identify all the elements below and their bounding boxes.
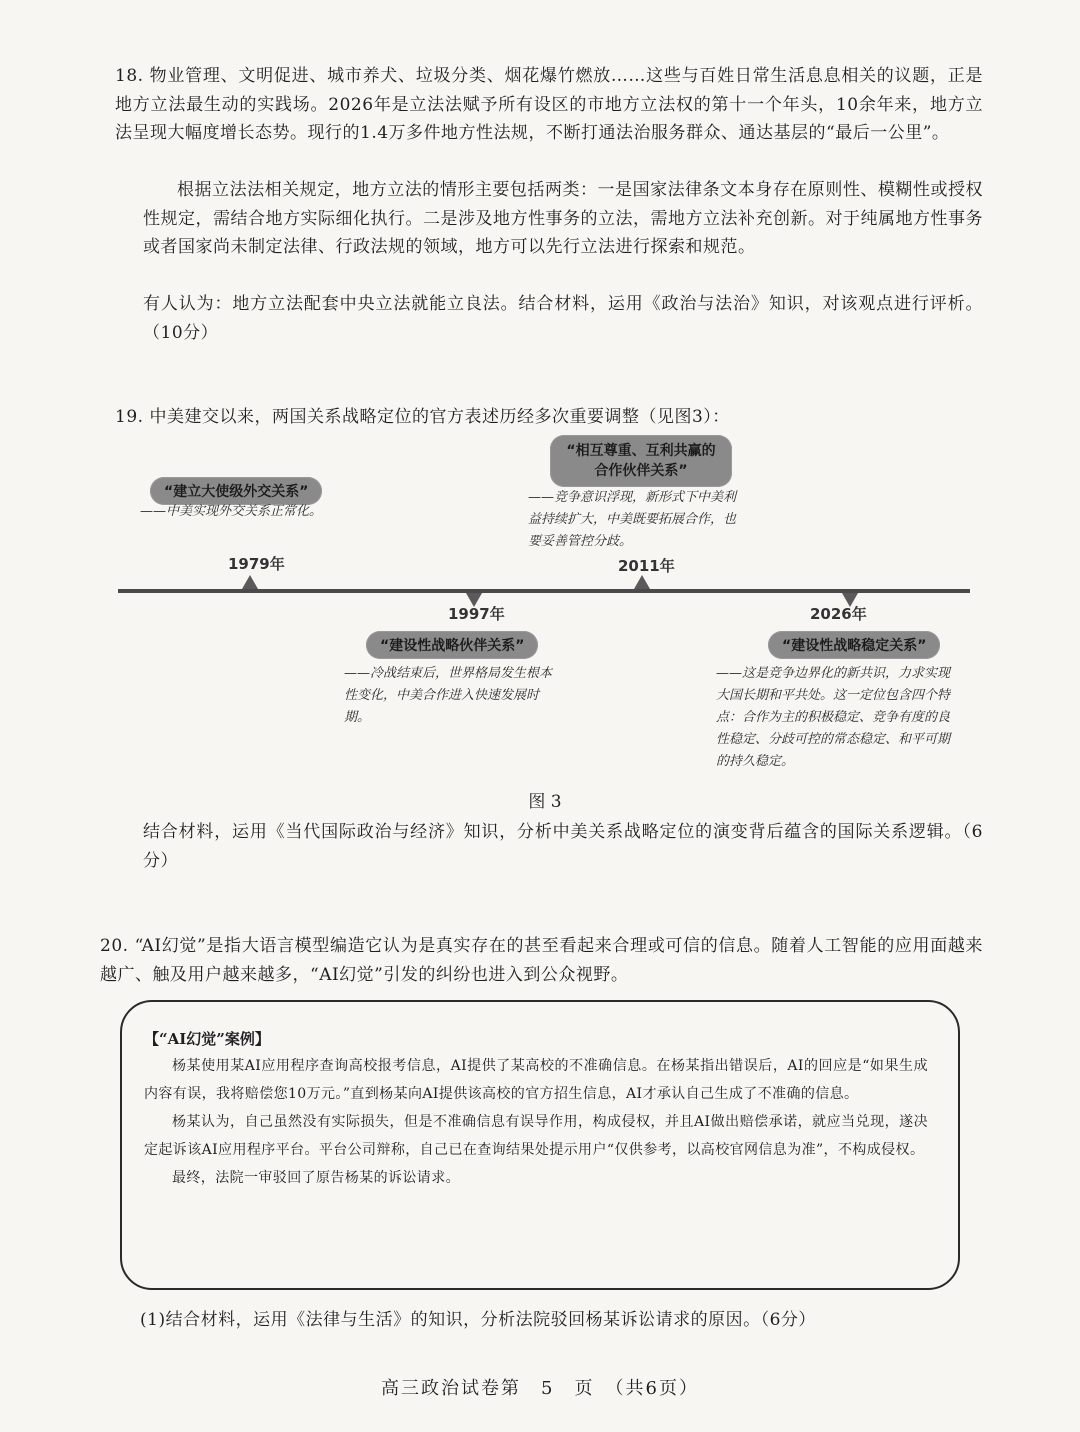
q19-intro: 19. 中美建交以来，两国关系战略定位的官方表述历经多次重要调整（见图3）： <box>115 407 730 427</box>
arrow-up-2011 <box>634 575 650 589</box>
q20-question-1: (1)结合材料，运用《法律与生活》的知识，分析法院驳回杨某诉讼请求的原因。（6分） <box>140 1310 816 1330</box>
q18-intro: 18. 物业管理、文明促进、城市养犬、垃圾分类、烟花爆竹燃放……这些与百姓日常生活息息相关的议题，正是地方立法最生动的实践场。2026年是立法法赋予所有设区的市地方立法权的第十一个年头，10余年来，地方立法呈现大幅度增长态势。现行的1.4万多件地方性法规，不断打通法治服务群众、通达基层的“最后一公里”。 <box>115 66 983 143</box>
case-title: 【“AI幻觉”案例】 <box>144 1030 270 1048</box>
note-1997: ——冷战结束后，世界格局发生根本性变化，中美合作进入快速发展时期。 <box>344 666 553 725</box>
timeline-figure <box>110 435 980 815</box>
page-footer: 高三政治试卷第 5 页 （共6页） <box>381 1378 699 1399</box>
note-2026: ——这是竞争边界化的新共识，力求实现大国长期和平共处。这一定位包含四个特点：合作为主的积极稳定、竞争有度的良性稳定、分歧可控的常态稳定、和平可期的持久稳定。 <box>716 666 951 769</box>
year-1979: 1979年 <box>228 555 285 573</box>
note-1979: ——中美实现外交关系正常化。 <box>140 504 323 519</box>
case-para-3: 最终，法院一审驳回了原告杨某的诉讼请求。 <box>172 1170 460 1186</box>
figure-caption: 图 3 <box>528 792 562 812</box>
case-para-2: 杨某认为，自己虽然没有实际损失，但是不准确信息有误导作用，构成侵权，并且AI做出赔偿承诺，就应当兑现，遂决定起诉该AI应用程序平台。平台公司辩称，自己已在查询结果处提示用户“仅供参考，以高校官网信息为准”，不构成侵权。 <box>144 1114 928 1158</box>
label-1997: “建设性战略伙伴关系” <box>366 631 538 659</box>
label-2011: “相互尊重、互利共赢的合作伙伴关系” <box>550 435 732 487</box>
label-1979: “建立大使级外交关系” <box>150 477 322 505</box>
arrow-up-1979 <box>242 575 258 589</box>
q18-para2: 根据立法法相关规定，地方立法的情形主要包括两类：一是国家法律条文本身存在原则性、模糊性或授权性规定，需结合地方实际细化执行。二是涉及地方性事务的立法，需地方立法补充创新。对于纯属地方性事务或者国家尚未制定法律、行政法规的领域，地方可以先行立法进行探索和规范。 <box>143 180 983 257</box>
case-box <box>120 1000 960 1290</box>
note-2011: ——竞争意识浮现，新形式下中美利益持续扩大，中美既要拓展合作，也要妥善管控分歧。 <box>528 490 737 549</box>
year-2011: 2011年 <box>618 557 675 575</box>
label-2026: “建设性战略稳定关系” <box>768 631 940 659</box>
year-1997: 1997年 <box>448 605 505 623</box>
year-2026: 2026年 <box>810 605 867 623</box>
q18-question: 有人认为：地方立法配套中央立法就能立良法。结合材料，运用《政治与法治》知识，对该观点进行评析。（10分） <box>143 294 983 343</box>
q19-question: 结合材料，运用《当代国际政治与经济》知识，分析中美关系战略定位的演变背后蕴含的国际关系逻辑。（6分） <box>143 822 983 871</box>
q20-intro: 20. “AI幻觉”是指大语言模型编造它认为是真实存在的甚至看起来合理或可信的信息。随着人工智能的应用面越来越广、触及用户越来越多，“AI幻觉”引发的纠纷也进入到公众视野。 <box>100 936 983 985</box>
case-para-1: 杨某使用某AI应用程序查询高校报考信息，AI提供了某高校的不准确信息。在杨某指出错误后，AI的回应是“如果生成内容有误，我将赔偿您10万元。”直到杨某向AI提供该高校的官方招生信息，AI才承认自己生成了不准确的信息。 <box>144 1058 928 1102</box>
